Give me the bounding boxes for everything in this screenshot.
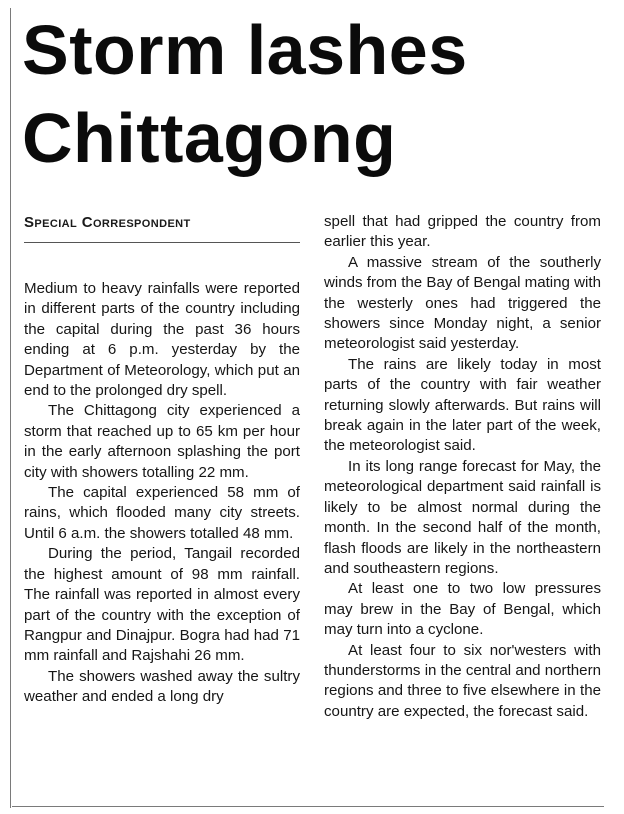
headline-line-2: Chittagong bbox=[22, 99, 397, 177]
paragraph: During the period, Tangail recorded the highest amount of 98 mm rainfall. The rainfall was reported in almost every part of the country with the exception of Rangpur and Dinajpur. Bogra had had 71 mm rainfall and Rajshahi 26 mm. bbox=[24, 545, 300, 665]
left-column-rule bbox=[10, 8, 11, 808]
paragraph: The Chittagong city experienced a storm that reached up to 65 km per hour in the early afternoon splashing the port city with showers totalling 22 mm. bbox=[24, 402, 300, 481]
byline: Special Correspondent bbox=[24, 214, 191, 231]
article-column-left bbox=[24, 212, 300, 708]
paragraph: At least four to six nor'westers with thunderstorms in the central and northern regions and three to five elsewhere in the country are expected, the forecast said. bbox=[324, 641, 601, 720]
headline bbox=[22, 6, 618, 182]
article-column-right bbox=[324, 212, 601, 722]
headline-line-1: Storm lashes bbox=[22, 11, 468, 89]
paragraph: The showers washed away the sultry weather and ended a long dry bbox=[24, 667, 300, 706]
paragraph: A massive stream of the southerly winds from the Bay of Bengal mating with the westerly ones had triggered the showers since Monday night, a senior meteorologist said yesterday. bbox=[324, 253, 601, 353]
bottom-rule bbox=[12, 806, 604, 807]
paragraph: Medium to heavy rainfalls were reported in different parts of the country including the capital during the past 36 hours ending at 6 p.m. yesterday by the Department of Meteorology, which put an end to the prolonged dry spell. bbox=[24, 280, 300, 400]
paragraph: At least one to two low pressures may brew in the Bay of Bengal, which may turn into a cyclone. bbox=[324, 580, 601, 639]
paragraph: In its long range forecast for May, the meteorological department said rainfall is likely to be almost normal during the month. In the second half of the month, flash floods are likely in the northeastern and southeastern regions. bbox=[324, 457, 601, 577]
paragraph: The capital experienced 58 mm of rains, which flooded many city streets. Until 6 a.m. the showers totalled 48 mm. bbox=[24, 484, 300, 542]
paragraph: The rains are likely today in most parts of the country with fair weather returning slowly afterwards. But rains will break again in the later part of the week, the meteorologist said. bbox=[324, 355, 601, 455]
paragraph: spell that had gripped the country from earlier this year. bbox=[324, 213, 601, 251]
